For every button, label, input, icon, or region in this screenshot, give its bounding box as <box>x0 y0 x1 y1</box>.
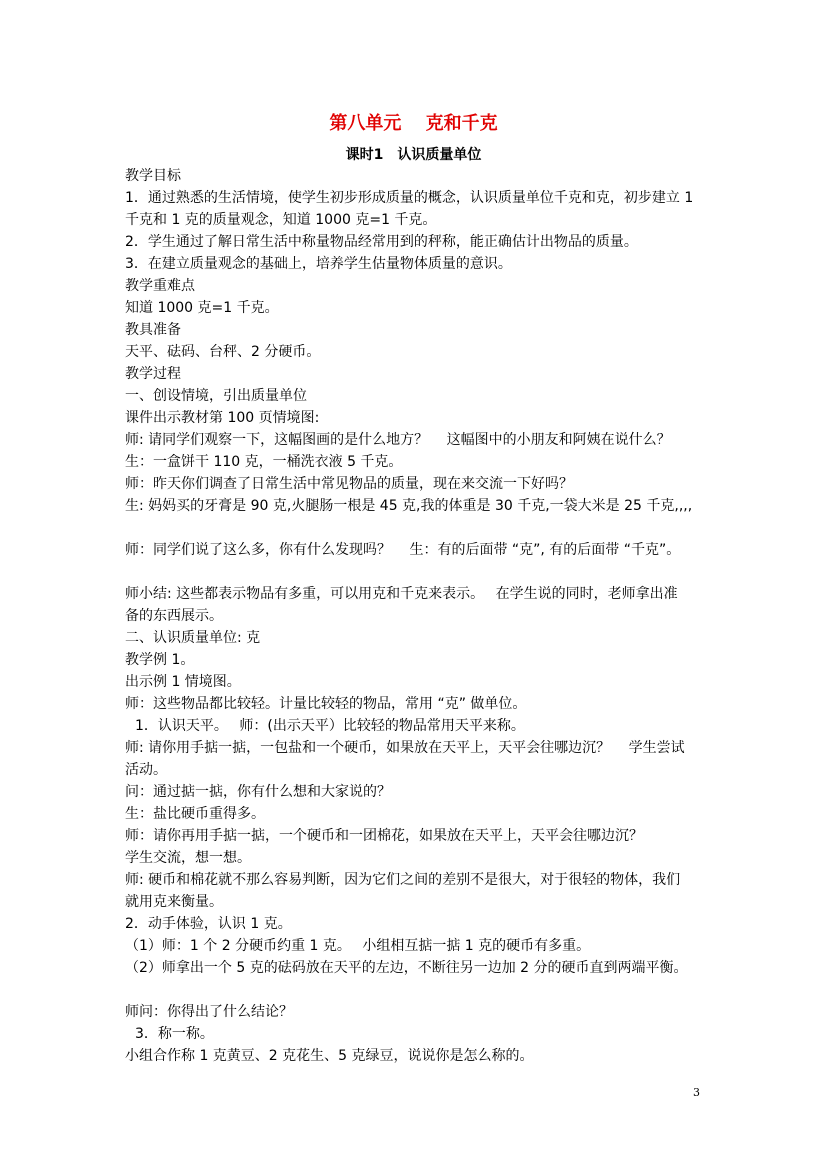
body-line: 备的东西展示。 <box>125 608 223 624</box>
body-line: 师问：你得出了什么结论？ <box>125 1004 293 1020</box>
body-line: 生：一盒饼干 110 克，一桶洗衣液 5 千克。 <box>125 454 403 470</box>
page-number: 3 <box>693 1086 700 1099</box>
body-line: 课件出示教材第 100 页情境图: <box>125 410 320 426</box>
body-line: 小组合作称 1 克黄豆、2 克花生、5 克绿豆，说说你是怎么称的。 <box>125 1048 534 1064</box>
body-line: 生: 妈妈买的牙膏是 90 克,火腿肠一根是 45 克,我的体重是 30 千克,一袋大米是 25 千克,,,, <box>125 498 693 514</box>
body-line: 师: 硬币和棉花就不那么容易判断，因为它们之间的差别不是很大，对于很轻的物体，我们 <box>125 872 681 888</box>
body-line: 师：同学们说了这么多，你有什么发现吗？ 生：有的后面带 “克”, 有的后面带 “千克”。 <box>125 542 681 558</box>
body-line: 教学例 1。 <box>125 652 195 668</box>
body-line: 教具准备 <box>125 322 181 338</box>
body-line: 就用克来衡量。 <box>125 894 223 910</box>
body-line: 教学重难点 <box>125 278 195 294</box>
body-line: 问：通过掂一掂，你有什么想和大家说的？ <box>125 784 391 800</box>
body-line: 师：请你再用手掂一掂，一个硬币和一团棉花，如果放在天平上，天平会往哪边沉？ <box>125 828 643 844</box>
body-line: 千克和 1 克的质量观念，知道 1000 克=1 千克。 <box>125 212 437 228</box>
body-line: 1．通过熟悉的生活情境，使学生初步形成质量的概念，认识质量单位千克和克，初步建立 1 <box>125 190 694 206</box>
body-line: 师: 请同学们观察一下，这幅图画的是什么地方？ 这幅图中的小朋友和阿姨在说什么？ <box>125 432 671 448</box>
body-line: 2．动手体验，认识 1 克。 <box>125 916 292 932</box>
body-line: 3．称一称。 <box>135 1026 214 1042</box>
body-line: 生：盐比硬币重得多。 <box>125 806 265 822</box>
body-line: 师: 请你用手掂一掂，一包盐和一个硬币，如果放在天平上，天平会往哪边沉？ 学生尝试 <box>125 740 685 756</box>
body-line: 教学目标 <box>125 168 181 184</box>
lesson-subtitle: 课时1 认识质量单位 <box>345 147 482 163</box>
body-line: （2）师拿出一个 5 克的砝码放在天平的左边，不断往另一边加 2 分的硬币直到两端平衡。 <box>125 960 688 976</box>
body-line: 一、创设情境，引出质量单位 <box>125 388 307 404</box>
body-line: 天平、砝码、台秤、2 分硬币。 <box>125 344 321 360</box>
body-line: 师：这些物品都比较轻。计量比较轻的物品，常用 “克” 做单位。 <box>125 696 527 712</box>
body-line: 师小结: 这些都表示物品有多重，可以用克和千克来表示。 在学生说的同时，老师拿出准 <box>125 586 678 602</box>
body-line: 教学过程 <box>125 366 181 382</box>
body-line: 3．在建立质量观念的基础上，培养学生估量物体质量的意识。 <box>125 256 512 272</box>
unit-title: 第八单元 克和千克 <box>329 113 498 134</box>
body-line: 出示例 1 情境图。 <box>125 674 241 690</box>
body-line: 学生交流，想一想。 <box>125 850 251 866</box>
body-line: 1．认识天平。 师：(出示天平）比较轻的物品常用天平来称。 <box>135 718 525 734</box>
body-line: 活动。 <box>125 762 167 778</box>
body-line: 师：昨天你们调查了日常生活中常见物品的质量，现在来交流一下好吗？ <box>125 476 573 492</box>
body-line: （1）师：1 个 2 分硬币约重 1 克。 小组相互掂一掂 1 克的硬币有多重。 <box>125 938 591 954</box>
body-line: 二、认识质量单位: 克 <box>125 630 261 646</box>
body-line: 2．学生通过了解日常生活中称量物品经常用到的秤称，能正确估计出物品的质量。 <box>125 234 638 250</box>
body-line: 知道 1000 克=1 千克。 <box>125 300 279 316</box>
